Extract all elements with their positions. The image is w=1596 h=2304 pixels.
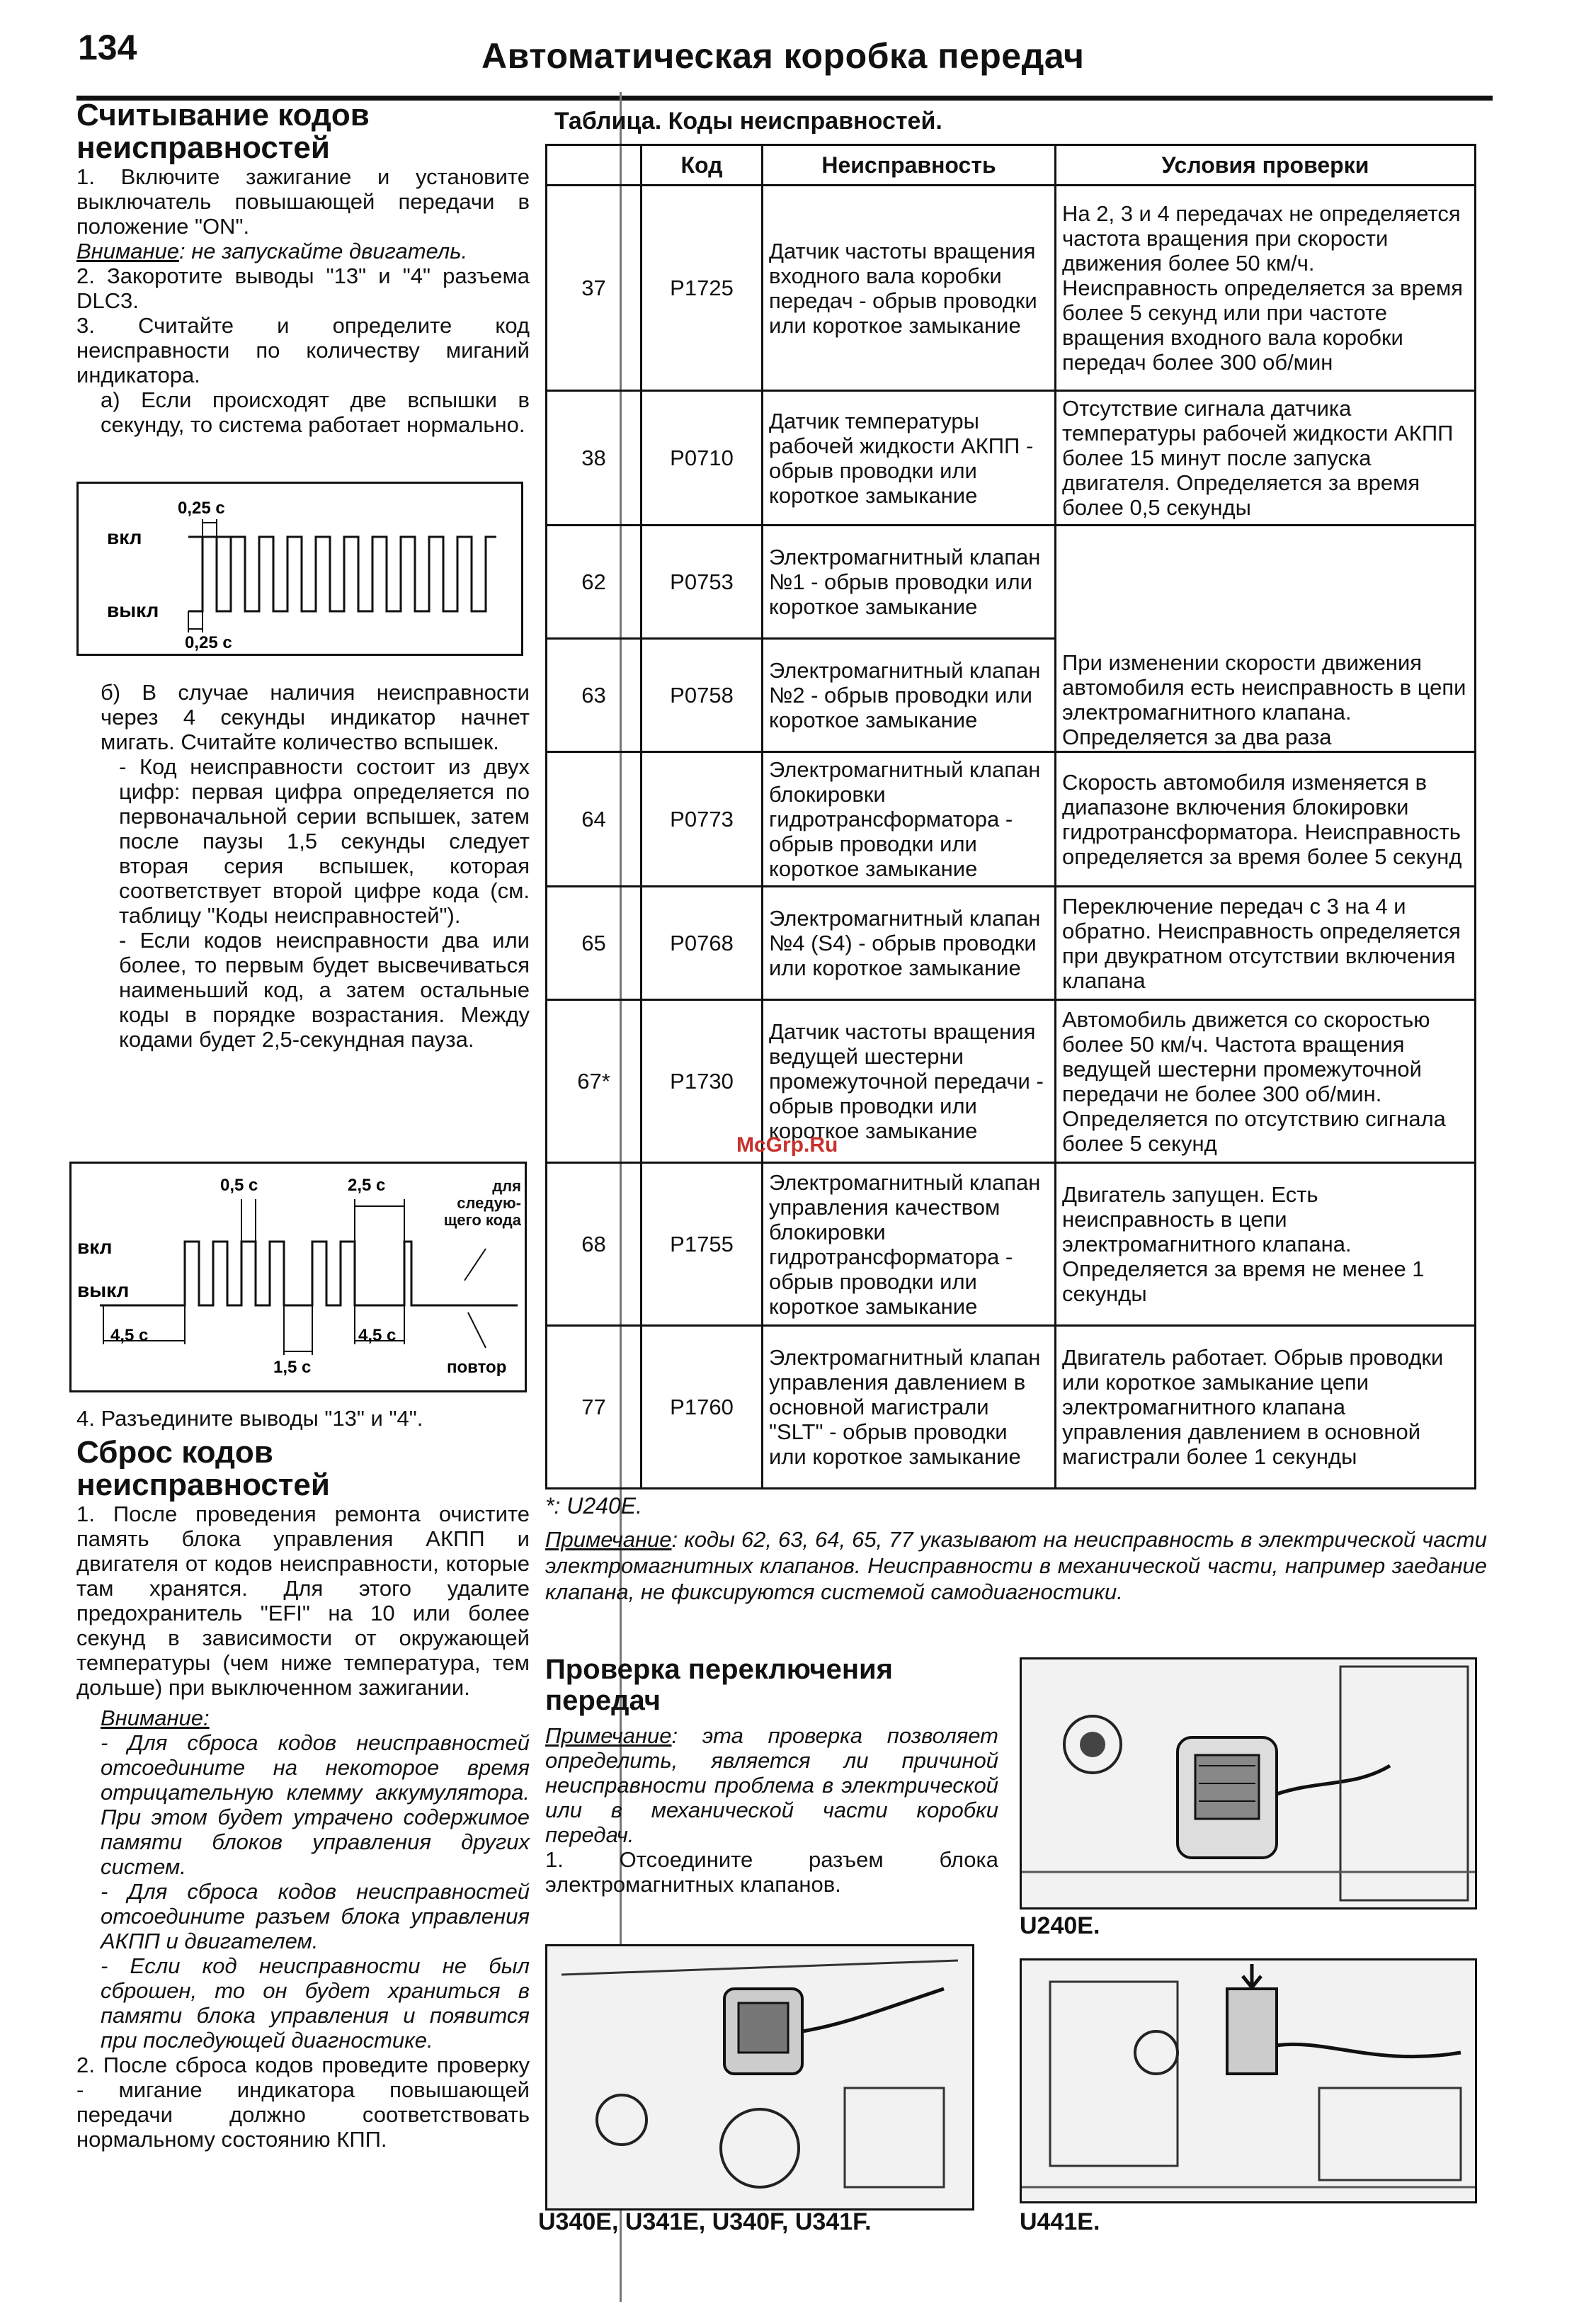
- normal-on-label: вкл: [107, 526, 142, 548]
- blink-diagram-code-svg: [72, 1164, 525, 1390]
- reading-step-2: 2. Закоротите выводы "13" и "4" разъема DLC3.: [76, 263, 530, 313]
- table-row: [547, 1163, 1476, 1326]
- reset-warning-label: Внимание:: [101, 1706, 210, 1730]
- row-num: 63: [547, 639, 642, 752]
- row-code: P0753: [642, 526, 763, 639]
- code-on-label: вкл: [77, 1236, 113, 1258]
- row-num: 62: [547, 526, 642, 639]
- figure-u240e-caption: U240E.: [1020, 1912, 1100, 1939]
- table-row: [547, 752, 1476, 887]
- shift-check-column: [545, 1654, 998, 1897]
- figure-u240e: [1020, 1657, 1477, 1909]
- table-header-conditions: Условия проверки: [1056, 145, 1476, 186]
- table-header-row: [547, 145, 1476, 186]
- row-code: P1760: [642, 1326, 763, 1489]
- row-num: 77: [547, 1326, 642, 1489]
- row-code: P1755: [642, 1163, 763, 1326]
- normal-period-bottom-label: 0,25 с: [185, 633, 232, 652]
- table-footnote: *: U240E.: [545, 1493, 642, 1519]
- shift-check-note-text: : эта проверка позволяет определить, является ли причиной неисправности проблема в электрической или в механической части коробки передач.: [545, 1723, 998, 1847]
- row-num: 67*: [547, 1000, 642, 1163]
- row-conditions: На 2, 3 и 4 передачах не определяется частота вращения при скорости движения более 50 км/ч. Неисправность определяется за время более 5 секунд или при частоте вращения входного вала коробки передач более 300 об/мин: [1056, 186, 1476, 391]
- left-column-continued: [76, 680, 530, 1052]
- table-note-text: : коды 62, 63, 64, 65, 77 указывают на неисправность в электрической части электромагнитных клапанов. Неисправности в механической части, например заедание клапана, не фиксируются системой самодиагностики.: [545, 1527, 1487, 1604]
- reset-step-2: 2. После сброса кодов проведите проверку - мигание индикатора повышающей передачи должно соответствовать нормальному состоянию КПП.: [76, 2053, 530, 2152]
- table-note-label: Примечание: [545, 1527, 672, 1552]
- figure-u240e-illustration: [1022, 1659, 1475, 1907]
- section-title-reset: Сброс кодов неисправностей: [76, 1435, 330, 1502]
- table-note: [545, 1526, 1487, 1605]
- shift-check-note: [545, 1723, 998, 1847]
- row-fault: Электромагнитный клапан блокировки гидротрансформатора - обрыв проводки или короткое замыкание: [763, 752, 1056, 887]
- table-row: [547, 887, 1476, 1000]
- section-title-shift-check: Проверка переключения передач: [545, 1654, 893, 1716]
- next-code-label-box: [436, 1178, 521, 1263]
- left-column: [76, 99, 530, 437]
- code-time-45b-label: 4,5 с: [358, 1326, 397, 1345]
- row-fault: Электромагнитный клапан №2 - обрыв проводки или короткое замыкание: [763, 639, 1056, 752]
- blink-diagram-normal: [76, 482, 523, 656]
- row-num: 65: [547, 887, 642, 1000]
- reading-bullet-1: - Код неисправности состоит из двух цифр: первая цифра определяется по первоначальной серии вспышек, затем после паузы 1,5 секунды следует вторая серия вспышек, которая соответствует второй цифре кода (см. таблицу "Коды неисправностей").: [119, 754, 530, 928]
- figure-u441e-illustration: [1022, 1960, 1475, 2201]
- row-conditions: При изменении скорости движения автомобиля есть неисправность в цепи электромагнитного клапана. Определяется за два раза: [1056, 639, 1476, 752]
- reading-step-3: 3. Считайте и определите код неисправности по количеству миганий индикатора.: [76, 313, 530, 387]
- table-row: [547, 1000, 1476, 1163]
- warning-text: : не запускайте двигатель.: [179, 239, 468, 263]
- reset-step-1: 1. После проведения ремонта очистите память блока управления АКПП и двигателя от кодов неисправности, которые там хранятся. Для этого удалите предохранитель "EFI" на 10 или более секунд в зависимости от окружающей температуры (чем ниже температура, тем дольше) при выключенном зажигании.: [76, 1502, 530, 1700]
- row-code: P0710: [642, 391, 763, 526]
- row-num: 68: [547, 1163, 642, 1326]
- code-time-15-label: 1,5 с: [273, 1358, 312, 1377]
- reset-warning-1: - Для сброса кодов неисправностей отсоедините на некоторое время отрицательную клемму аккумулятора. При этом будет утрачено содержимое памяти блоков управления других систем.: [101, 1730, 530, 1879]
- row-conditions: Переключение передач с 3 на 4 и обратно. Неисправность определяется при двукратном отсутствии включения клапана: [1056, 887, 1476, 1000]
- reading-step-4: 4. Разъедините выводы "13" и "4".: [76, 1406, 423, 1431]
- figure-u441e-caption: U441E.: [1020, 2208, 1100, 2235]
- row-conditions: Автомобиль движется со скоростью более 50 км/ч. Частота вращения ведущей шестерни промежуточной передачи не более 300 об/мин. Определяется по отсутствию сигнала более 5 секунд: [1056, 1000, 1476, 1163]
- figure-u340e: [545, 1944, 974, 2211]
- table-header-fault: Неисправность: [763, 145, 1056, 186]
- page-title: Автоматическая коробка передач: [481, 36, 1085, 76]
- table-row: [547, 526, 1476, 639]
- row-fault: Электромагнитный клапан управления качеством блокировки гидротрансформатора - обрыв проводки или короткое замыкание: [763, 1163, 1056, 1326]
- code-off-label: выкл: [77, 1279, 130, 1301]
- row-conditions: Отсутствие сигнала датчика температуры рабочей жидкости АКПП более 15 минут после запуска двигателя. Определяется за время более 0,5 секунды: [1056, 391, 1476, 526]
- row-conditions: Двигатель работает. Обрыв проводки или короткое замыкание цепи электромагнитного клапана управления давлением в основной магистрали более 1 секунды: [1056, 1326, 1476, 1489]
- row-fault: Электромагнитный клапан №1 - обрыв проводки или короткое замыкание: [763, 526, 1056, 639]
- row-code: P1725: [642, 186, 763, 391]
- warning-label: Внимание: [76, 239, 180, 263]
- code-time-05-label: 0,5 с: [220, 1176, 258, 1195]
- reading-warning: [76, 239, 530, 263]
- table-row: [547, 186, 1476, 391]
- table-header-num: [547, 145, 642, 186]
- row-code: P0773: [642, 752, 763, 887]
- code-time-45a-label: 4,5 с: [110, 1326, 149, 1345]
- watermark: McGrp.Ru: [736, 1133, 838, 1157]
- row-code: P0768: [642, 887, 763, 1000]
- reset-warning-2: - Для сброса кодов неисправностей отсоедините разъем блока управления АКПП и двигателем.: [101, 1879, 530, 1953]
- left-column-reset: [76, 1406, 530, 2152]
- normal-off-label: выкл: [107, 599, 159, 621]
- row-code: P0758: [642, 639, 763, 752]
- row-fault: Датчик частоты вращения входного вала коробки передач - обрыв проводки или короткое замыкание: [763, 186, 1056, 391]
- row-num: 64: [547, 752, 642, 887]
- page-number: 134: [78, 28, 137, 67]
- reading-step-3b: б) В случае наличия неисправности через 4 секунды индикатор начнет мигать. Считайте количество вспышек.: [101, 680, 530, 754]
- normal-period-top-label: 0,25 с: [178, 499, 225, 518]
- blink-diagram-code: [69, 1162, 527, 1392]
- row-num: 37: [547, 186, 642, 391]
- next-code-label: для следую-щего кода: [443, 1178, 521, 1229]
- figure-u441e: [1020, 1958, 1477, 2203]
- row-fault: Датчик частоты вращения ведущей шестерни промежуточной передачи - обрыв проводки или короткое замыкание: [763, 1000, 1056, 1163]
- table-row: [547, 1326, 1476, 1489]
- fault-code-table: [545, 144, 1476, 1489]
- reading-step-1: 1. Включите зажигание и установите выключатель повышающей передачи в положение "ON".: [76, 164, 530, 239]
- reading-bullet-2: - Если кодов неисправности два или более, то первым будет высвечиваться наименьший код, а затем остальные коды в порядке возрастания. Между кодами будет 2,5-секундная пауза.: [119, 928, 530, 1052]
- table-row: [547, 639, 1476, 752]
- row-fault: Датчик температуры рабочей жидкости АКПП - обрыв проводки или короткое замыкание: [763, 391, 1056, 526]
- section-title-reading: Считывание кодов неисправностей: [76, 98, 370, 165]
- shift-check-step-1: 1. Отсоедините разъем блока электромагнитных клапанов.: [545, 1847, 998, 1897]
- row-num: 38: [547, 391, 642, 526]
- table-row: [547, 391, 1476, 526]
- row-conditions: Скорость автомобиля изменяется в диапазоне включения блокировки гидротрансформатора. Неисправность определяется за время более 5 секунд: [1056, 752, 1476, 887]
- shift-check-note-label: Примечание: [545, 1723, 672, 1748]
- reading-step-3a: а) Если происходят две вспышки в секунду, то система работает нормально.: [101, 387, 530, 437]
- figure-u340e-caption: U340E, U341E, U340F, U341F.: [538, 2208, 872, 2235]
- row-fault: Электромагнитный клапан №4 (S4) - обрыв проводки или короткое замыкание: [763, 887, 1056, 1000]
- code-time-25-label: 2,5 с: [348, 1176, 386, 1195]
- figure-u340e-illustration: [547, 1946, 972, 2208]
- table-caption: Таблица. Коды неисправностей.: [554, 108, 942, 135]
- row-conditions: Двигатель запущен. Есть неисправность в цепи электромагнитного клапана. Определяется за время не менее 1 секунды: [1056, 1163, 1476, 1326]
- table-header-code: Код: [642, 145, 763, 186]
- reset-warning-3: - Если код неисправности не был сброшен, то он будет храниться в памяти блока управления и появится при последующей диагностике.: [101, 1953, 530, 2053]
- row-fault: Электромагнитный клапан управления давлением в основной магистрали "SLT" - обрыв проводки или короткое замыкание: [763, 1326, 1056, 1489]
- repeat-label: повтор: [447, 1358, 507, 1377]
- blink-diagram-normal-svg: [79, 484, 521, 654]
- row-conditions: [1056, 526, 1476, 639]
- row-code: P1730: [642, 1000, 763, 1163]
